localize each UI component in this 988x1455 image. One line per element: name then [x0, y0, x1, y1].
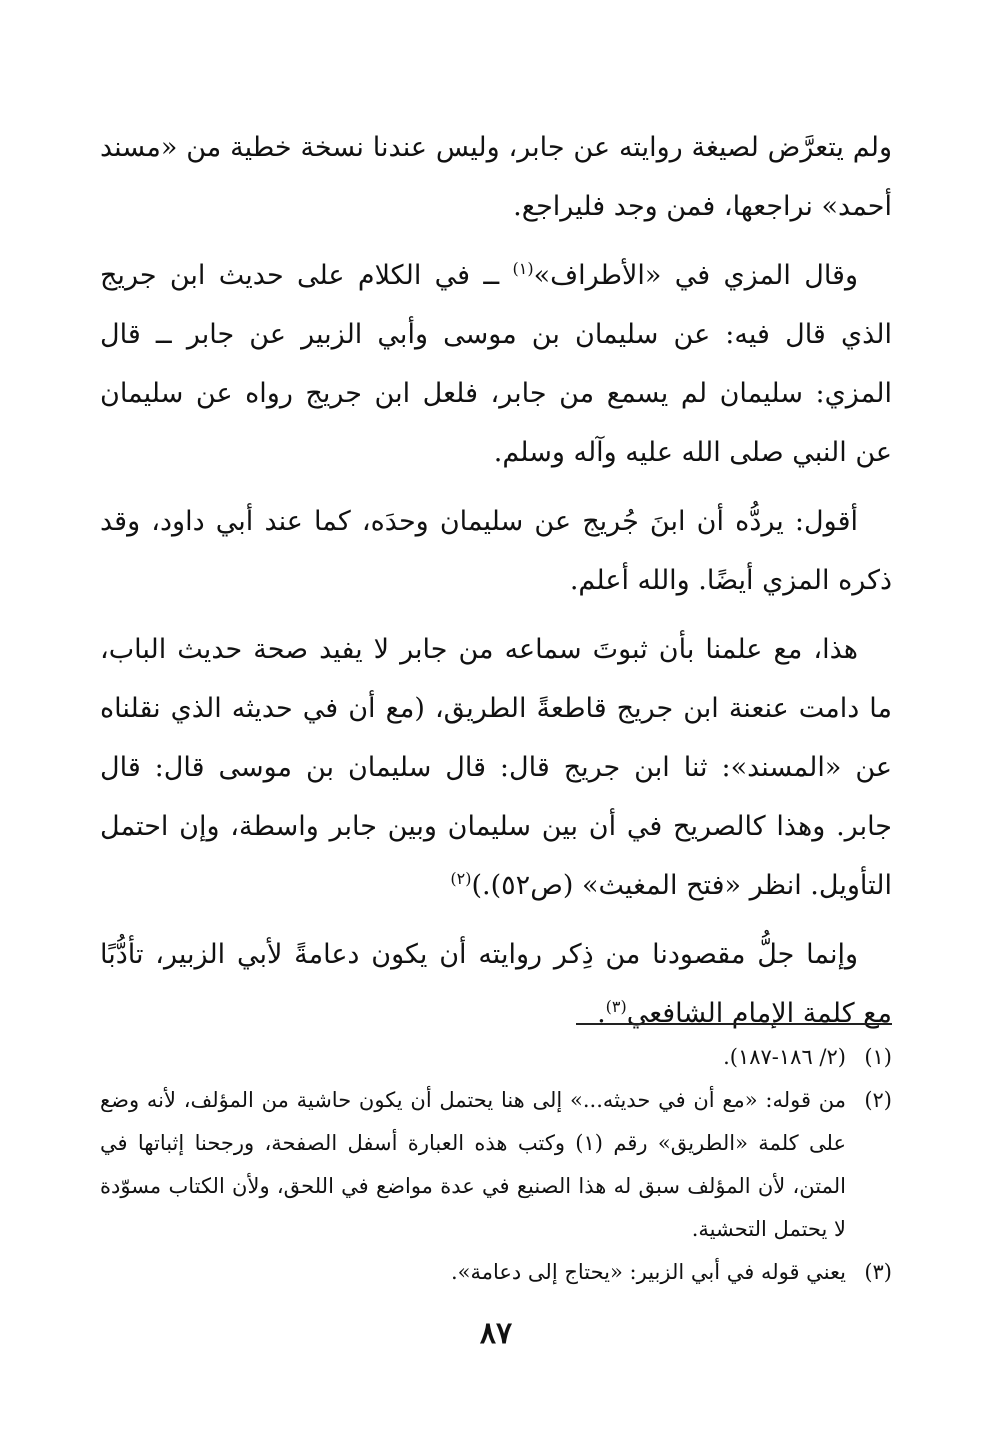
footnote-3-text: يعني قوله في أبي الزبير: «يحتاج إلى دعامة».: [450, 1260, 846, 1284]
paragraph-2-text-after: ــ في الكلام على حديث ابن جريج الذي قال فيه: عن سليمان بن موسى وأبي الزبير عن جابر ــ قال المزي: سليمان لم يسمع من جابر، فلعل ابن جريج رواه عن سليمان عن النبي صلى الله عليه وآله وسلم.: [100, 260, 892, 468]
footnote-1-text: (٢/ ١٨٦-١٨٧).: [723, 1045, 846, 1069]
footnote-ref-1[interactable]: (١): [512, 259, 534, 278]
paragraph-3-text: أقول: يردُّه أن ابنَ جُريج عن سليمان وحدَه، كما عند أبي داود، وقد ذكره المزي أيضًا. والله أعلم.: [100, 506, 892, 596]
footnote-ref-2[interactable]: (٢): [450, 869, 472, 888]
paragraph-1-text: ولم يتعرَّض لصيغة روايته عن جابر، وليس عندنا نسخة خطية من «مسند أحمد» نراجعها، فمن وجد فليراجع.: [100, 132, 892, 222]
footnote-2-text: من قوله: «مع أن في حديثه...» إلى هنا يحتمل أن يكون حاشية من المؤلف، لأنه وضع على كلمة «الطريق» رقم (١) وكتب هذه العبارة أسفل الصفحة، ورجحنا إثباتها في المتن، لأن المؤلف سبق له هذا الصنيع في عدة مواضع في اللحق، ولأن الكتاب مسوّدة لا يحتمل التحشية.: [100, 1088, 846, 1241]
main-text: [100, 118, 892, 1043]
page-number: ٨٧: [479, 1316, 513, 1351]
paragraph-4-text-before: هذا، مع علمنا بأن ثبوتَ سماعه من جابر لا يفيد صحة حديث الباب، ما دامت عنعنة ابن جريج قاطعةً الطريق، (مع أن في حديثه الذي نقلناه عن «المسند»: ثنا ابن جريج قال: قال سليمان بن موسى قال: قال جابر. وهذا كالصريح في أن بين سليمان وبين جابر واسطة، وإن احتمل التأويل. انظر «فتح المغيث» (ص٥٢).): [100, 634, 892, 901]
paragraph-2: [100, 246, 892, 482]
footnote-2: [100, 1079, 892, 1251]
footnote-2-number: (٢): [864, 1088, 892, 1112]
footnote-1: [100, 1036, 892, 1079]
footnote-ref-3[interactable]: (٣): [605, 997, 627, 1016]
paragraph-3: [100, 492, 892, 610]
footnote-3: [100, 1251, 892, 1294]
footnote-1-number: (١): [864, 1045, 892, 1069]
paragraph-4: [100, 620, 892, 915]
paragraph-2-text-before: وقال المزي في «الأطراف»: [533, 260, 858, 291]
paragraph-5-text-before: وإنما جلُّ مقصودنا من ذِكر روايته أن يكون دعامةً لأبي الزبير، تأدُّبًا مع كلمة الإمام الشافعي: [100, 939, 892, 1029]
footnotes: [100, 1036, 892, 1294]
book-page: [100, 118, 892, 1368]
footnote-3-number: (٣): [864, 1260, 892, 1284]
paragraph-1: [100, 118, 892, 236]
footnote-divider: [576, 1023, 892, 1025]
paragraph-5: [100, 925, 892, 1043]
paragraph-5-text-after: .: [597, 998, 606, 1029]
